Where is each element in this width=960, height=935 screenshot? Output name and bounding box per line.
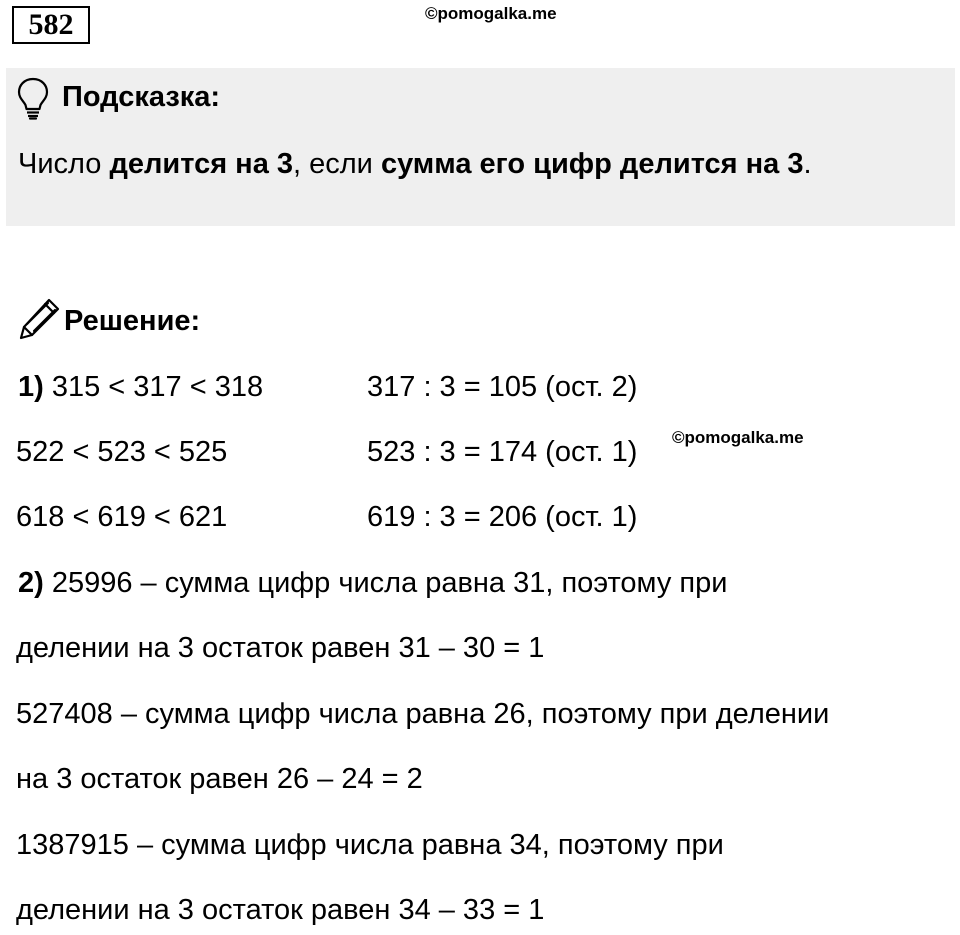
solution-row-1-right: 317 : 3 = 105 (ост. 2) — [367, 371, 638, 403]
solution-part2-line-6: делении на 3 остаток равен 34 – 33 = 1 — [16, 894, 545, 926]
solution-part2-line-5: 1387915 – сумма цифр числа равна 34, поэтому при — [16, 829, 724, 861]
watermark-top: ©pomogalka.me — [425, 4, 557, 23]
solution-title: Решение: — [64, 305, 201, 337]
solution-row-2-right: 523 : 3 = 174 (ост. 1) — [367, 436, 638, 468]
solution-part2-line-1: 2) 25996 – сумма цифр числа равна 31, поэтому при — [18, 567, 728, 599]
hint-title: Подсказка: — [62, 81, 221, 113]
solution-row-3-right: 619 : 3 = 206 (ост. 1) — [367, 501, 638, 533]
task-number-box: 582 — [12, 6, 90, 44]
solution-part2-line-2: делении на 3 остаток равен 31 – 30 = 1 — [16, 632, 545, 664]
pencil-icon — [16, 296, 62, 342]
solution-part2-line-4: на 3 остаток равен 26 – 24 = 2 — [16, 763, 423, 795]
hint-text: Число делится на 3, если сумма его цифр делится на 3. — [18, 148, 812, 180]
lightbulb-icon — [14, 76, 52, 120]
watermark-middle: ©pomogalka.me — [672, 428, 804, 447]
solution-row-2-left: 522 < 523 < 525 — [16, 436, 228, 468]
solution-part2-line-3: 527408 – сумма цифр числа равна 26, поэтому при делении — [16, 698, 830, 730]
solution-row-3-left: 618 < 619 < 621 — [16, 501, 228, 533]
solution-row-1-left: 1) 315 < 317 < 318 — [18, 371, 264, 403]
